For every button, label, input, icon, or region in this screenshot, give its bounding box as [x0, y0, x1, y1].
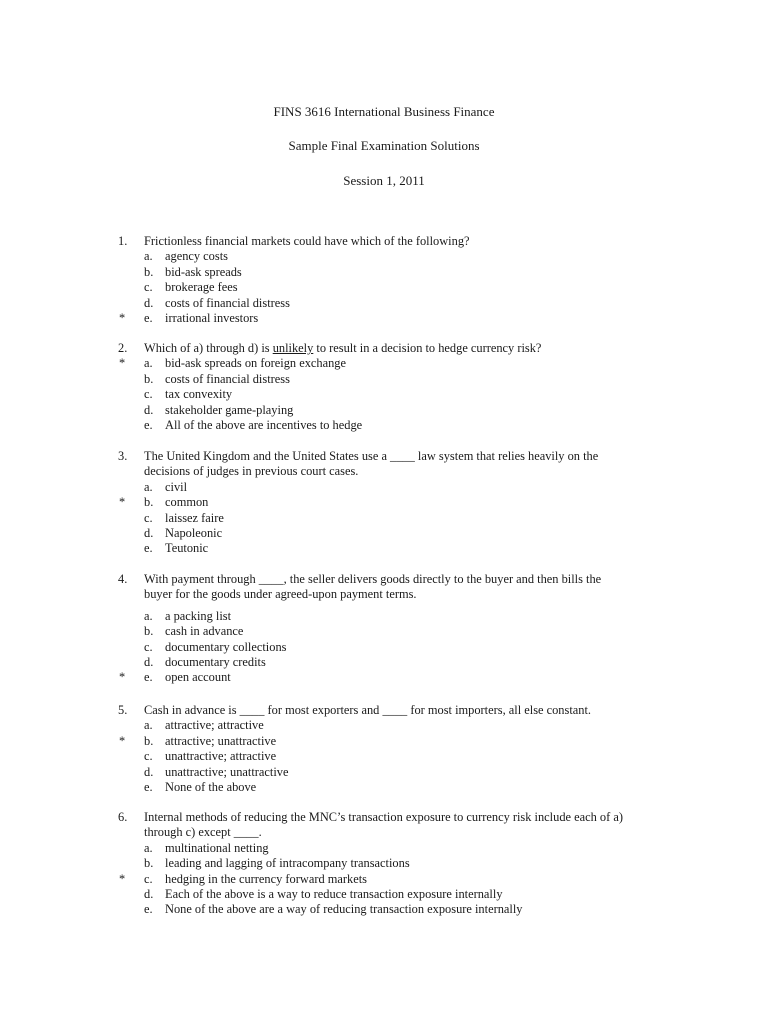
answer-option: [0, 418, 768, 433]
option-letter: d.: [144, 295, 154, 310]
option-text: hedging in the currency forward markets: [165, 871, 367, 886]
answer-option: [0, 265, 768, 280]
option-letter: c.: [144, 510, 153, 525]
answer-option: [0, 749, 768, 764]
option-text: None of the above: [165, 779, 257, 794]
session-label: Session 1, 2011: [343, 173, 425, 188]
option-text: attractive; unattractive: [165, 733, 277, 748]
option-text: bid-ask spreads: [165, 264, 242, 279]
answer-option: [0, 311, 768, 326]
answer-option: [0, 780, 768, 795]
question-number: 3.: [118, 449, 128, 463]
answer-option: [0, 670, 768, 685]
answer-option: [0, 765, 768, 780]
question-stem: With payment through ____, the seller delivers goods directly to the buyer and then bills the: [144, 572, 602, 586]
answer-option: [0, 841, 768, 856]
option-text: agency costs: [165, 249, 228, 264]
answer-option: [0, 372, 768, 387]
answer-option: [0, 495, 768, 510]
underlined-word: unlikely: [272, 341, 314, 355]
answer-option: [0, 655, 768, 670]
option-letter: c.: [144, 280, 153, 295]
question-4: [0, 572, 768, 686]
option-letter: b.: [144, 495, 154, 510]
option-letter: e.: [144, 902, 153, 917]
answer-option: [0, 296, 768, 311]
question-1: [0, 234, 768, 326]
question-stem: The United Kingdom and the United States use a ____ law system that relies heavily on the: [144, 449, 599, 463]
option-text: stakeholder game-playing: [165, 402, 294, 417]
option-text: multinational netting: [165, 840, 269, 855]
option-text: laissez faire: [165, 510, 224, 525]
option-text: cash in advance: [165, 624, 244, 639]
option-text: None of the above are a way of reducing transaction exposure internally: [165, 902, 523, 917]
question-stem-continued: through c) except ____.: [144, 825, 262, 840]
option-text: common: [165, 495, 209, 510]
option-text: attractive; attractive: [165, 718, 264, 733]
answer-option: [0, 609, 768, 624]
question-number: 5.: [118, 703, 128, 717]
option-text: Napoleonic: [165, 525, 223, 540]
option-letter: e.: [144, 541, 153, 556]
option-text: costs of financial distress: [165, 295, 290, 310]
answer-option: [0, 387, 768, 402]
option-text: brokerage fees: [165, 280, 238, 295]
option-text: civil: [165, 479, 188, 494]
option-letter: a.: [144, 356, 153, 371]
correct-answer-marker: *: [119, 495, 126, 510]
correct-answer-marker: *: [119, 310, 126, 325]
option-letter: e.: [144, 670, 153, 685]
answer-option: [0, 734, 768, 749]
option-text: bid-ask spreads on foreign exchange: [165, 356, 346, 371]
option-text: Each of the above is a way to reduce transaction exposure internally: [165, 886, 503, 901]
option-letter: d.: [144, 764, 154, 779]
question-5: [0, 703, 768, 795]
answer-option: [0, 511, 768, 526]
option-text: unattractive; attractive: [165, 749, 277, 764]
answer-option: [0, 887, 768, 902]
answer-option: [0, 480, 768, 495]
question-6: [0, 810, 768, 918]
option-letter: e.: [144, 417, 153, 432]
answer-option: [0, 249, 768, 264]
option-text: costs of financial distress: [165, 371, 290, 386]
option-letter: a.: [144, 479, 153, 494]
question-stem: Internal methods of reducing the MNC’s transaction exposure to currency risk include each of a): [144, 810, 623, 824]
option-letter: d.: [144, 525, 154, 540]
correct-answer-marker: *: [119, 871, 126, 886]
option-letter: c.: [144, 871, 153, 886]
option-letter: e.: [144, 779, 153, 794]
correct-answer-marker: *: [119, 670, 126, 685]
question-stem-continued: buyer for the goods under agreed-upon payment terms.: [144, 587, 417, 602]
question-3: [0, 449, 768, 557]
document-subtitle: Sample Final Examination Solutions: [288, 138, 480, 153]
question-number: 4.: [118, 572, 128, 586]
question-number: 6.: [118, 810, 128, 824]
answer-option: [0, 902, 768, 917]
option-letter: c.: [144, 639, 153, 654]
answer-option: [0, 640, 768, 655]
answer-option: [0, 356, 768, 371]
option-letter: b.: [144, 733, 154, 748]
option-letter: b.: [144, 264, 154, 279]
option-letter: a.: [144, 249, 153, 264]
option-text: irrational investors: [165, 310, 259, 325]
option-letter: a.: [144, 608, 153, 623]
answer-option: [0, 872, 768, 887]
option-text: All of the above are incentives to hedge: [165, 417, 363, 432]
option-text: open account: [165, 670, 231, 685]
question-stem-continued: decisions of judges in previous court cases.: [144, 464, 359, 479]
option-letter: d.: [144, 886, 154, 901]
answer-option: [0, 624, 768, 639]
option-text: a packing list: [165, 608, 232, 623]
option-text: unattractive; unattractive: [165, 764, 289, 779]
option-letter: e.: [144, 310, 153, 325]
option-letter: b.: [144, 624, 154, 639]
question-stem-part: Which of a) through d) is: [144, 341, 273, 355]
option-text: leading and lagging of intracompany transactions: [165, 856, 410, 871]
question-stem-part: to result in a decision to hedge currency risk?: [313, 341, 542, 355]
option-letter: d.: [144, 654, 154, 669]
document-title: FINS 3616 International Business Finance: [273, 104, 495, 119]
question-stem: [144, 341, 541, 356]
answer-option: [0, 526, 768, 541]
question-number: 1.: [118, 234, 128, 248]
answer-option: [0, 541, 768, 556]
question-stem: Cash in advance is ____ for most exporters and ____ for most importers, all else constant.: [144, 703, 592, 717]
question-2: [0, 341, 768, 433]
option-letter: b.: [144, 856, 154, 871]
option-letter: b.: [144, 371, 154, 386]
option-letter: a.: [144, 840, 153, 855]
answer-option: [0, 718, 768, 733]
answer-option: [0, 280, 768, 295]
option-text: tax convexity: [165, 387, 233, 402]
option-letter: c.: [144, 387, 153, 402]
answer-option: [0, 856, 768, 871]
option-text: documentary credits: [165, 654, 266, 669]
question-number: 2.: [118, 341, 128, 355]
option-text: Teutonic: [165, 541, 209, 556]
option-letter: d.: [144, 402, 154, 417]
option-text: documentary collections: [165, 639, 287, 654]
correct-answer-marker: *: [119, 356, 126, 371]
question-stem: Frictionless financial markets could have which of the following?: [144, 234, 470, 248]
answer-option: [0, 403, 768, 418]
correct-answer-marker: *: [119, 733, 126, 748]
option-letter: a.: [144, 718, 153, 733]
option-letter: c.: [144, 749, 153, 764]
